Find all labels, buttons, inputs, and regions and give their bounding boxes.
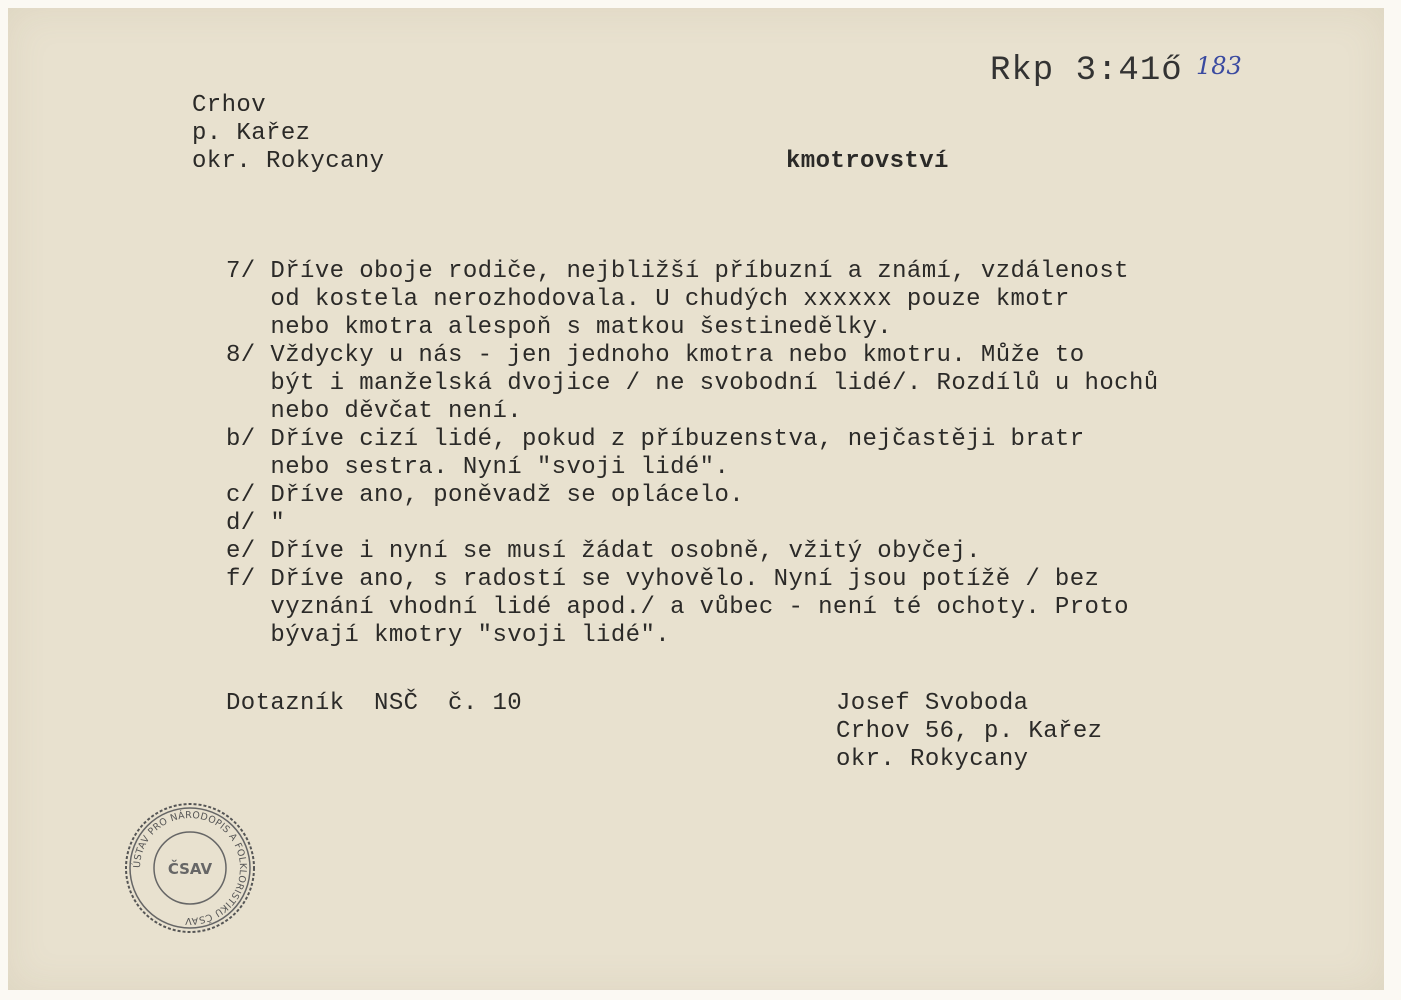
- body-line: bývají kmotry "svoji lidé".: [226, 622, 671, 649]
- address-line-district: okr. Rokycany: [192, 148, 385, 175]
- body-line: nebo děvčat není.: [226, 398, 523, 425]
- body-line: e/ Dříve i nyní se musí žádat osobně, vžitý obyčej.: [226, 538, 981, 565]
- body-line: od kostela nerozhodovala. U chudých xxxxxx pouze kmotr: [226, 286, 1070, 313]
- questionnaire-reference: Dotazník NSČ č. 10: [226, 690, 523, 717]
- body-line: být i manželská dvojice / ne svobodní lidé/. Rozdílů u hochů: [226, 370, 1159, 397]
- topic-heading: kmotrovství: [786, 148, 949, 175]
- signature-district: okr. Rokycany: [836, 746, 1029, 773]
- institute-stamp: [120, 798, 260, 938]
- body-line: b/ Dříve cizí lidé, pokud z příbuzenstva, nejčastěji bratr: [226, 426, 1085, 453]
- call-number: Rkp 3:41ő: [990, 52, 1183, 90]
- signature-name: Josef Svoboda: [836, 690, 1029, 717]
- body-line: 8/ Vždycky u nás - jen jednoho kmotra nebo kmotru. Může to: [226, 342, 1085, 369]
- page-margin: [1384, 0, 1401, 1000]
- body-line: d/ ": [226, 510, 286, 537]
- signature-address: Crhov 56, p. Kařez: [836, 718, 1103, 745]
- body-line: 7/ Dříve oboje rodiče, nejbližší příbuzní a známí, vzdálenost: [226, 258, 1129, 285]
- svg-text:ČSAV: ČSAV: [167, 860, 213, 878]
- body-line: nebo sestra. Nyní "svoji lidé".: [226, 454, 730, 481]
- body-line: vyznání vhodní lidé apod./ a vůbec - není té ochoty. Proto: [226, 594, 1129, 621]
- svg-text:ÚSTAV PRO NÁRODOPIS A FOLKLORI: ÚSTAV PRO NÁRODOPIS A FOLKLORISTIKU ČSAV: [131, 809, 249, 927]
- handwritten-number: 183: [1196, 52, 1242, 80]
- body-line: c/ Dříve ano, poněvadž se oplácelo.: [226, 482, 745, 509]
- body-line: f/ Dříve ano, s radostí se vyhovělo. Nyní jsou potížě / bez: [226, 566, 1100, 593]
- address-line-village: Crhov: [192, 92, 267, 119]
- body-line: nebo kmotra alespoň s matkou šestinedělky.: [226, 314, 893, 341]
- address-line-post: p. Kařez: [192, 120, 311, 147]
